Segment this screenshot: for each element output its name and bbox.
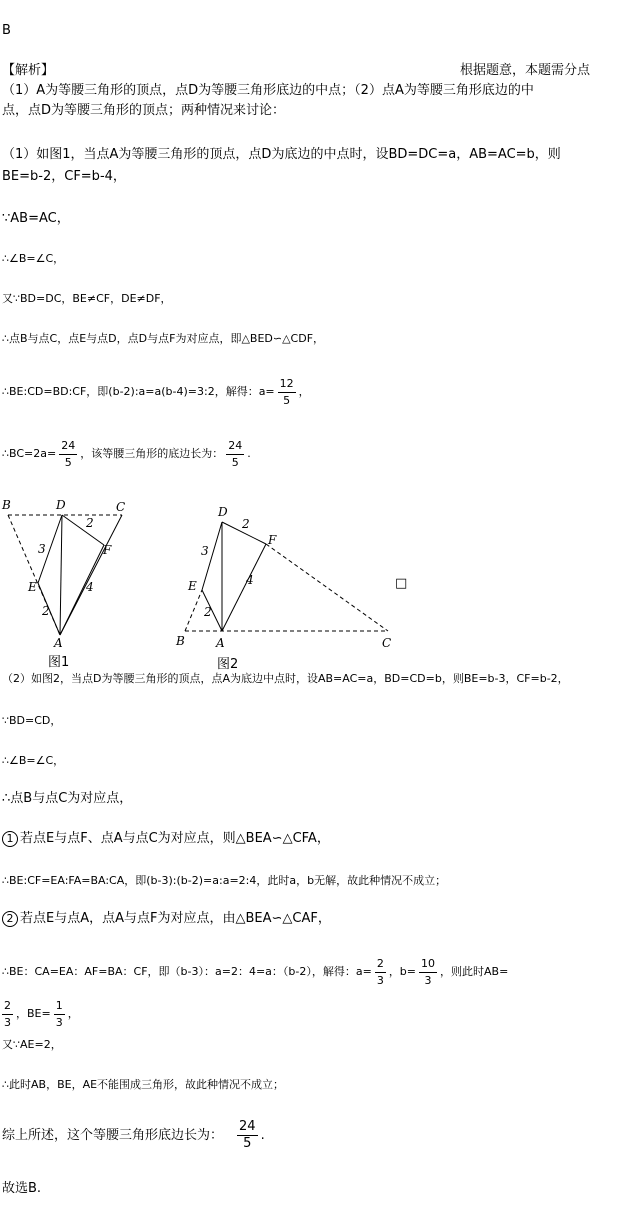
label-a: A — [54, 636, 63, 650]
case2-line-2: ∵BD=CD， — [2, 714, 62, 727]
case2-line-ae: 又∵AE=2， — [2, 1038, 62, 1051]
case1-line-5: 又∵BD=DC，BE≠CF，DE≠DF， — [2, 292, 172, 305]
length-2: 2 — [42, 604, 50, 618]
length-2: 2 — [86, 516, 94, 530]
analysis-intro-right: 根据题意，本题需分点 — [460, 63, 591, 78]
case1-line-7: ∴BE:CD=BD:CF，即(b-2):a=a(b-4)=3:2，解得：a= $\frac{12}{5}$ ， — [2, 376, 310, 407]
case1-line-1: （1）如图1，当点A为等腰三角形的顶点，点D为底边的中点时，设BD=DC=a，AB=AC=b，则 — [2, 147, 561, 162]
label-d: D — [56, 498, 66, 512]
case2-subcase-2: 2 若点E与点A，点A与点F为对应点，由△BEA∽△CAF， — [2, 910, 331, 928]
case1-line-8: ∴BC=2a= $\frac{24}{5}$ ，该等腰三角形的底边长为： $\frac{24}{5}$ . — [2, 438, 251, 469]
final-answer: 故选B. — [2, 1181, 42, 1196]
case2-subcase-2-detail: ∴BE：CA=EA：AF=BA：CF，即（b-3）：a=2：4=a：（b-2），解得：a= $\frac{2}{3}$ ，b= $\frac{10}{3}$ ，则此时AB= — [2, 956, 509, 987]
intro-line-1: （1）A为等腰三角形的顶点，点D为等腰三角形底边的中点；（2）点A为等腰三角形底边的中 — [2, 83, 534, 98]
answer-letter: B — [2, 23, 11, 38]
segment-df — [62, 515, 104, 545]
circled-number: 1 — [2, 831, 18, 847]
case1-line-3: ∵AB=AC， — [2, 211, 70, 226]
fraction: $\frac{2}{3}$ — [4, 998, 11, 1029]
label-c: C — [116, 500, 126, 514]
conclusion-line: 综上所述，这个等腰三角形底边长为： $\frac{24}{5}$ . — [2, 1119, 265, 1151]
label-f: F — [268, 533, 277, 547]
figure-1-diagram — [0, 495, 140, 655]
length-3: 3 — [201, 544, 209, 558]
circled-number: 2 — [2, 911, 18, 927]
segment-da — [60, 515, 62, 635]
fraction: $\frac{2}{3}$ — [376, 956, 384, 987]
length-3: 3 — [38, 542, 46, 556]
length-2: 2 — [242, 517, 250, 531]
intro-line-2: 点，点D为等腰三角形的顶点；两种情况来讨论： — [2, 103, 286, 118]
fraction: $\frac{12}{5}$ — [279, 376, 294, 407]
case2-line-4: ∴点B与点C为对应点， — [2, 791, 133, 806]
label-c: C — [382, 636, 392, 650]
label-b: B — [176, 634, 185, 648]
segment-fa — [60, 545, 104, 635]
label-b: B — [2, 498, 11, 512]
case1-line-2: BE=b-2，CF=b-4， — [2, 169, 126, 184]
case2-line-3: ∴∠B=∠C， — [2, 754, 65, 767]
analysis-label: 【解析】 — [2, 63, 55, 78]
figure-1-caption: 图1 — [48, 655, 70, 670]
length-4: 4 — [86, 580, 94, 594]
case1-line-4: ∴∠B=∠C， — [2, 252, 65, 265]
fraction: $\frac{24}{5}$ — [239, 1119, 256, 1151]
figure-2-diagram — [170, 498, 400, 653]
case1-line-6: ∴点B与点C，点E与点D，点D与点F为对应点，即△BED∽△CDF， — [2, 332, 325, 345]
case2-subcase-1-detail: ∴BE:CF=EA:FA=BA:CA，即(b-3):(b-2)=a:a=2:4，此时a，b无解，故此种情况不成立； — [2, 874, 447, 887]
length-2: 2 — [204, 605, 212, 619]
figure-2-mark: □ — [395, 576, 408, 591]
label-f: F — [103, 543, 112, 557]
length-4: 4 — [246, 573, 254, 587]
case2-line-1: （2）如图2，当点D为等腰三角形的顶点，点A为底边中点时，设AB=AC=a，BD=CD=b，则BE=b-3，CF=b-2， — [2, 672, 569, 685]
fraction: $\frac{1}{3}$ — [55, 998, 63, 1029]
label-e: E — [188, 579, 197, 593]
label-e: E — [28, 580, 37, 594]
case2-subcase-1: 1 若点E与点F、点A与点C为对应点，则△BEA∽△CFA， — [2, 830, 330, 848]
fraction: $\frac{10}{3}$ — [421, 956, 436, 987]
label-d: D — [218, 505, 228, 519]
case2-line-conclusion: ∴此时AB，BE，AE不能围成三角形，故此种情况不成立； — [2, 1078, 285, 1091]
fraction: $\frac{24}{5}$ — [228, 438, 243, 469]
segment-fa — [222, 544, 266, 631]
figure-2-caption: 图2 — [217, 657, 239, 672]
segment-be — [185, 590, 202, 631]
case2-subcase-2-values: $\frac{2}{3}$ ，BE= $\frac{1}{3}$ ， — [4, 998, 79, 1029]
label-a: A — [216, 636, 225, 650]
fraction: $\frac{24}{5}$ — [61, 438, 76, 469]
segment-fc — [266, 544, 388, 631]
